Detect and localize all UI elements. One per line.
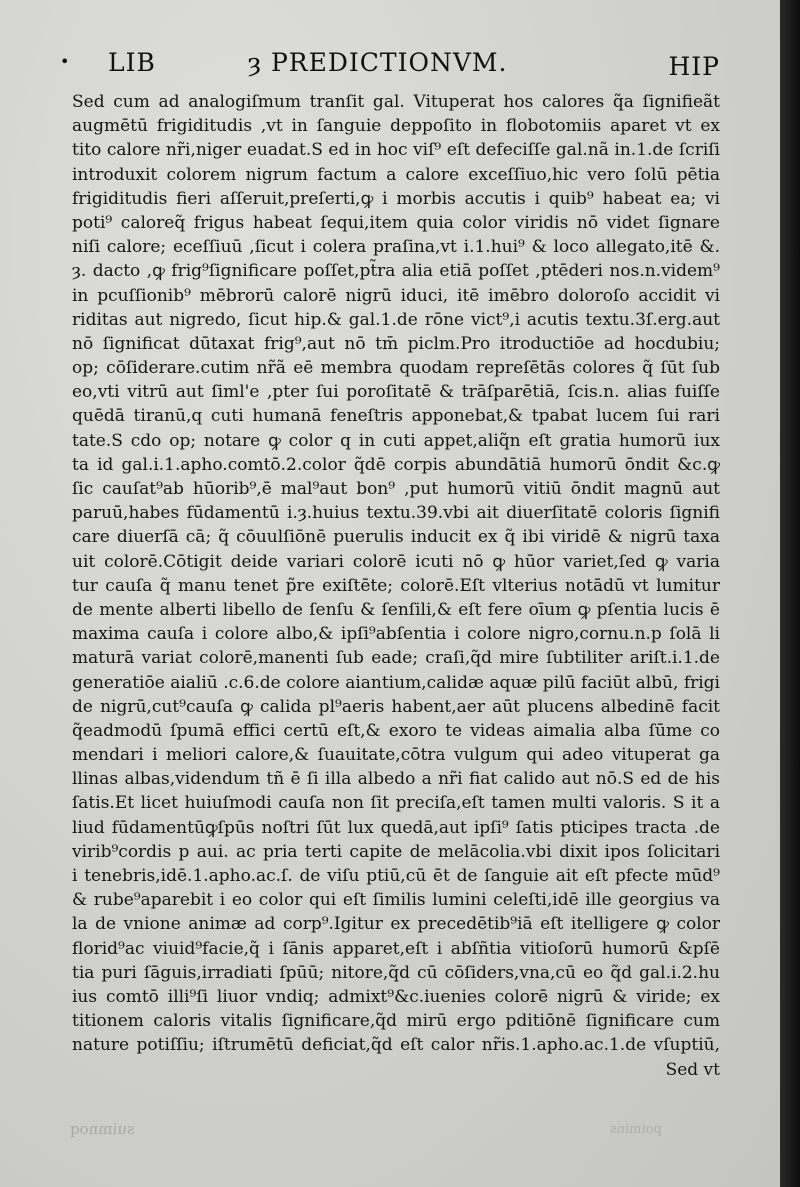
header-title: ȝ PREDICTIONVM. <box>248 48 508 77</box>
text-line: niſi calore; eceſſiuū ,ſicut i colera praſina,vt i.1.hui⁹ & loco allegato,itē &. <box>72 237 720 258</box>
text-line: ſic cauſat⁹ab hūorib⁹,ē mal⁹aut bon⁹ ,put humorū vitiū ōndit magnū aut <box>72 479 720 499</box>
text-line: mendari i meliori calore,& ſuauitate,cōtra vulgum qui adeo vituperat ga <box>72 745 720 766</box>
text-line: Sed vt <box>665 1059 720 1080</box>
text-line: de nigrū,cut⁹cauſa ꝙ calida pl⁹aeris habent,aer aūt plucens albedinē facit <box>72 696 720 717</box>
bleed-through-text: suimnoq <box>70 1120 135 1138</box>
text-line: poti⁹ caloreq̃ frigus habeat ſequi,item quia color viridis nō videt ſignare <box>72 212 720 233</box>
text-line: ta id gal.i.1.apho.comtō.2.color q̃dē corpis abundātiā humorū ōndit &c.ꝙ <box>72 454 720 475</box>
text-line: nature potiſſiu; iſtrumētū deficiat,q̃d eſt calor nr̃is.1.apho.ac.1.de vſuptiū, <box>72 1035 720 1056</box>
text-line: op; cōſiderare.cutim nr̃ã eē membra quodam repreſētās colores q̃ ſūt ſub <box>72 358 720 379</box>
text-line: augmētū frigiditudis ,vt in ſanguie deppoſito in flobotomiis aparet vt ex <box>72 116 720 137</box>
text-line: ius comtō illi⁹ſi liuor vndiq; admixt⁹&c.iuenies colorē nigrū & viride; ex <box>72 986 720 1007</box>
header-author: HIP <box>668 52 720 81</box>
text-line: ſatis.Et licet huiuſmodi cauſa non ſit preciſa,eſt tamen multi valoris. S it a <box>72 793 720 814</box>
text-line: generatiōe aialiū .c.6.de colore aiantium,calidæ aquæ pilū faciūt albū, frigi <box>72 672 720 693</box>
text-line: ȝ. dacto ,ꝙ frig⁹ſignificare poſſet,pt̃ra alia etiā poſſet ,ptēderi nos.n.videm⁹ <box>72 261 720 282</box>
header-mark: • <box>60 52 71 71</box>
text-line: tate.S cdo op; notare ꝙ color q in cuti appet,aliq̃n eſt gratia humorū iux <box>72 430 720 451</box>
running-header <box>60 48 720 84</box>
text-line: care diuerſā cā; q̃ cōuulſiōnē puerulis inducit ex q̃ ibi viridē & nigrū taxa <box>72 527 720 548</box>
text-line: in pcuſſionib⁹ mēbrorū calorē nigrū iduci, itē imēbro doloroſo accidit vi <box>72 285 720 306</box>
text-line: liud fūdamentūꝙſpūs noſtri ſūt lux quedā,aut ipſi⁹ ſatis pticipes tracta .de <box>72 817 720 838</box>
text-line: eo,vti vitrū aut ſiml'e ,pter ſui poroſitatē & trāſparētiā, ſcis.n. alias fuiſſe <box>72 382 720 403</box>
text-line: tur cauſa q̃ manu tenet p̃re exiſtēte; colorē.Eſt vlterius notādū vt lumitur <box>72 575 720 596</box>
header-book-label: LIB <box>108 48 156 77</box>
page-edge <box>780 0 800 1187</box>
text-body <box>72 90 720 1082</box>
text-line: de mente alberti libello de ſenſu & ſenſili,& eſt fere oīum ꝙ pſentia lucis ē <box>72 599 720 620</box>
text-line: i tenebris,idē.1.apho.ac.ſ. de viſu ptiū,cū ēt de ſanguie ait eſt pfecte mūd⁹ <box>72 866 720 886</box>
text-line: Sed cum ad analogiſmum tranſit gal. Vituperat hos calores q̃a ſignifieãt <box>72 92 720 112</box>
text-line: tito calore nr̃i,niger euadat.S ed in hoc viſ⁹ eſt defeciſſe gal.nã in.1.de ſcriſi <box>72 140 720 161</box>
bleed-through-text: poimins <box>610 1122 662 1137</box>
text-line: florid⁹ac viuid⁹facie,q̃ i ſānis apparet,eſt i abſñtia vitioſorū humorū &pſē <box>72 938 720 959</box>
text-line: llinas albas,videndum tñ ē ſi illa albedo a nr̃i fiat calido aut nō.S ed de his <box>72 769 720 790</box>
text-line: titionem caloris vitalis ſignificare,q̃d mirū ergo pditiōnē ſignificare cum <box>72 1011 720 1032</box>
text-line: la de vnione animæ ad corp⁹.Igitur ex precedētib⁹iā eſt itelligere ꝙ color <box>72 914 720 935</box>
text-line: introduxit colorem nigrum factum a calore exceſſiuo,hic vero ſolū pētia <box>72 164 720 185</box>
text-line: tia puri ſāguis,irradiati ſpūū; nitore,q̃d cū cōſiders,vna,cū eo q̃d gal.i.2.hu <box>72 962 720 983</box>
text-line: q̃eadmodū ſpumā effici certū eſt,& exoro te videas aimalia alba ſūme co <box>72 720 720 741</box>
text-line: uit colorē.Cōtigit deide variari colorē icuti nō ꝙ hūor variet,ſed ꝙ varia <box>72 551 720 572</box>
text-line: virib⁹cordis p aui. ac pria terti capite de melācolia.vbi dixit ipos ſolicitari <box>72 841 720 862</box>
text-line: maxima cauſa i colore albo,& ipſi⁹abſentia i colore nigro,cornu.n.p ſolā li <box>72 624 720 645</box>
text-line: paruū,habes fūdamentū i.ȝ.huius textu.39.vbi ait diuerſitatē coloris ſignifi <box>72 503 720 524</box>
text-line: riditas aut nigredo, ſicut hip.& gal.1.de rōne vict⁹,i acutis textu.3ſ.erg.aut <box>72 309 720 330</box>
text-line: quēdā tiranū,q cuti humanā feneſtris apponebat,& tpabat lucem ſui rari <box>72 406 720 427</box>
text-line: nō ſignificat dūtaxat frig⁹,aut nō tm̄ piclm.Pro itroductiōe ad hocdubiu; <box>72 333 720 354</box>
text-line: & rube⁹aparebit i eo color qui eſt ſimilis lumini celeſti,idē ille georgius va <box>72 890 720 911</box>
text-line: frigiditudis fieri aſſeruit,preſerti,ꝙ i morbis accutis i quib⁹ habeat ea; vi <box>72 188 720 209</box>
text-line: maturā variat colorē,manenti ſub eade; craſi,q̃d mire ſubtiliter ariſt.i.1.de <box>72 648 720 669</box>
